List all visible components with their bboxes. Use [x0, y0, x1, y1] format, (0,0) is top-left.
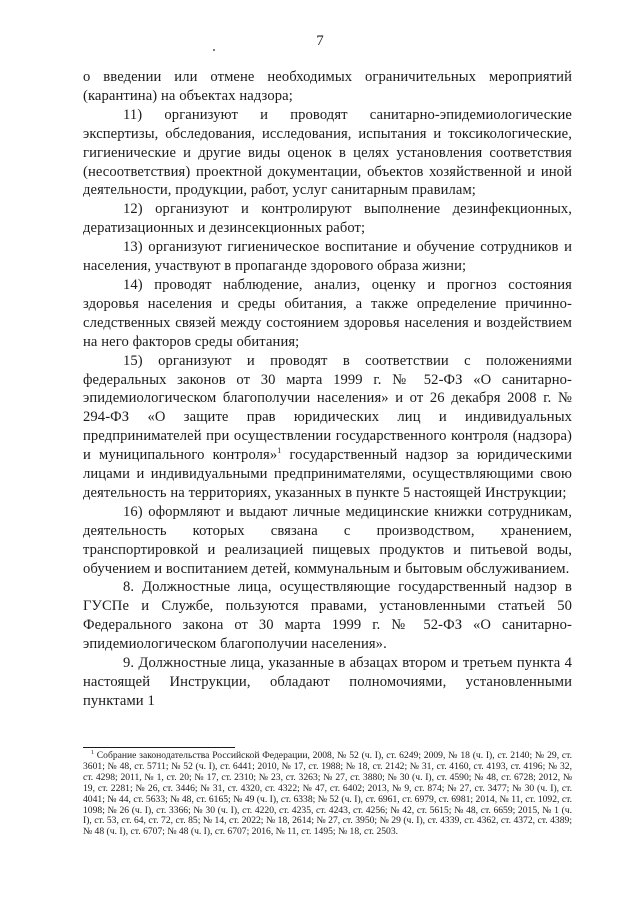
scan-speck	[213, 49, 215, 51]
footnote-reference[interactable]: 1	[277, 446, 282, 456]
paragraph-section-9: 9. Должностные лица, указанные в абзацах втором и третьем пункта 4 настоящей Инструкции, обладают полномочиями, установленными пунктами 1	[83, 655, 572, 709]
paragraph-item-11: 11) организуют и проводят санитарно-эпидемиологические экспертизы, обследования, исследования, испытания и токсикологические, гигиенические и другие виды оценок в целях установления соответствия (несоответствия) проектной документации, объектов хозяйственной и иной деятельности, продукции, работ, услуг санитарным правилам;	[83, 106, 572, 199]
paragraph-continuation: о введении или отмене необходимых ограничительных мероприятий (карантина) на объектах надзора;	[83, 69, 572, 104]
document-body	[83, 68, 572, 711]
paragraph-item-15-text: 15) организуют и проводят в соответствии с положениями федеральных законов от 30 марта 1999 г. № 52-ФЗ «О санитарно-эпидемиологическом благополучии населения» и от 26 декабря 2008 г. № 294-ФЗ «О защите прав юридических лиц и индивидуальных предпринимателей при осуществлении государственного контроля (надзора) и муниципального контроля»	[83, 352, 572, 464]
paragraph-item-14: 14) проводят наблюдение, анализ, оценку и прогноз состояния здоровья населения и среды обитания, а также определение причинно-следственных связей между состоянием здоровья населения и воздействием на него факторов среды обитания;	[83, 276, 572, 350]
footnote-mark: 1	[91, 750, 94, 756]
paragraph-item-13: 13) организуют гигиеническое воспитание и обучение сотрудников и населения, участвуют в пропаганде здорового образа жизни;	[83, 239, 572, 275]
paragraph-item-15-text-cont: государственный надзор за юридическими лицами и индивидуальными предпринимателями, осуществляющими свою деятельность на территориях, указанных в пункте 5 настоящей Инструкции;	[83, 447, 572, 501]
paragraph-item-12: 12) организуют и контролируют выполнение дезинфекционных, дератизационных и дезинсекционных работ;	[83, 201, 572, 237]
page-number: 7	[316, 33, 324, 49]
paragraph-item-15	[83, 352, 572, 503]
paragraph-section-8: 8. Должностные лица, осуществляющие государственный надзор в ГУСПе и Службе, пользуются правами, установленными статьей 50 Федерального закона от 30 марта 1999 г. № 52-ФЗ «О санитарно-эпидемиологическом благополучии населения».	[83, 579, 572, 653]
footnote-text: Собрание законодательства Российской Федерации, 2008, № 52 (ч. I), ст. 6249; 2009, № 18 (ч. I), ст. 2140; № 29, ст. 3601; № 48, ст. 5711; № 52 (ч. I), ст. 6441; 2010, № 17, ст. 1988; № 18, ст. 2142; № 31, ст. 4160, ст. 4193, ст. 4196; № 32, ст. 4298; 2011, № 1, ст. 20; № 17, ст. 2310; № 23, ст. 3263; № 27, ст. 3880; № 30 (ч. I), ст. 4590; № 48, ст. 6728; 2012, № 19, ст. 2281; № 26, ст. 3446; № 31, ст. 4320, ст. 4322; № 47, ст. 6402; 2013, № 9, ст. 874; № 27, ст. 3477; № 30 (ч. I), ст. 4041; № 44, ст. 5633; № 48, ст. 6165; № 49 (ч. I), ст. 6338; № 52 (ч. I), ст. 6961, ст. 6979, ст. 6981; 2014, № 11, ст. 1092, ст. 1098; № 26 (ч. I), ст. 3366; № 30 (ч. I), ст. 4220, ст. 4235, ст. 4243, ст. 4256; № 42, ст. 5615; № 48, ст. 6659; 2015, № 1 (ч. I), ст. 53, ст. 64, ст. 72, ст. 85; № 14, ст. 2022; № 18, 2614; № 27, ст. 3950; № 29 (ч. I), ст. 4339, ст. 4362, ст. 4372, ст. 4389; № 48 (ч. I), ст. 6707; № 48 (ч. I), ст. 6707; 2016, № 11, ст. 1495; № 18, ст. 2503.	[83, 750, 572, 838]
footnote-separator	[83, 747, 235, 748]
paragraph-item-16: 16) оформляют и выдают личные медицинские книжки сотрудникам, деятельность которых связана с производством, хранением, транспортировкой и реализацией пищевых продуктов и питьевой воды, обучением и воспитанием детей, коммунальным и бытовым обслуживанием.	[83, 503, 572, 577]
footnote	[83, 751, 572, 838]
